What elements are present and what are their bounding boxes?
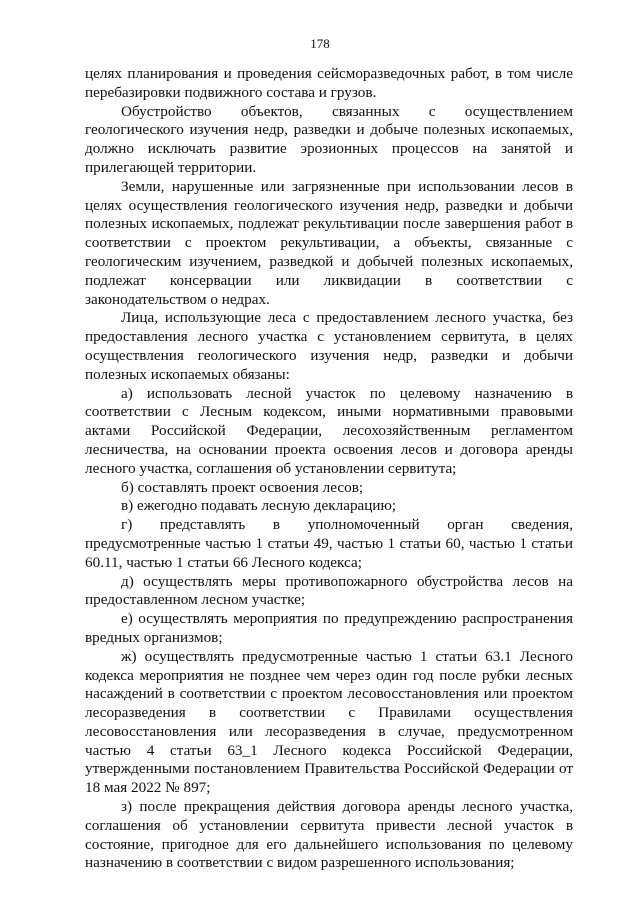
paragraph [85, 479, 573, 498]
text-line: соглашения об установлении сервитута привести лесной участок в [85, 816, 573, 834]
text-line: предусмотренные частью 1 статьи 49, частью 1 статьи 60, частью 1 статьи [85, 534, 573, 552]
text-line: а) использовать лесной участок по целевому назначению в [121, 384, 573, 402]
text-line: утвержденными постановлением Правительства Российской Федерации от [85, 760, 573, 778]
text-line: з) после прекращения действия договора аренды лесного участка, [121, 798, 573, 816]
text-line: соответствии с проектом рекультивации, а объекты, связанные с [85, 234, 573, 252]
text-line: насаждений в соответствии с проектом лесовосстановления или проектом [85, 685, 573, 703]
paragraph [85, 309, 573, 384]
text-line: д) осуществлять меры противопожарного обустройства лесов на [121, 572, 573, 590]
text-line: состояние, пригодное для его дальнейшего использования по целевому [85, 835, 573, 853]
text-line: ж) осуществлять предусмотренные частью 1 статьи 63.1 Лесного [121, 647, 573, 665]
paragraph [85, 573, 573, 611]
text-line: лесничества, на основании проекта освоения лесов и договора аренды [85, 440, 573, 458]
paragraph [85, 648, 573, 798]
text-line: осуществления геологического изучения недр, разведки и добычи [85, 346, 573, 364]
text-line: вредных организмов; [85, 628, 223, 646]
paragraph [85, 610, 573, 648]
text-line: 60.11, частью 1 статьи 66 Лесного кодекса; [85, 553, 362, 571]
page-number: 178 [310, 36, 330, 51]
text-line: Обустройство объектов, связанных с осуществлением [121, 102, 573, 120]
text-line: подлежат консервации или ликвидации в соответствии с [85, 271, 573, 289]
text-line: полезных ископаемых, подлежат рекультивации после завершения работ в [85, 215, 573, 233]
text-line: лесовосстановления или лесоразведения в случае, предусмотренном [85, 722, 573, 740]
text-line: в) ежегодно подавать лесную декларацию; [121, 497, 397, 515]
paragraph [85, 516, 573, 572]
text-line: целях осуществления геологического изучения недр, разведки и добычи [85, 196, 573, 214]
text-line: полезных ископаемых обязаны: [85, 365, 290, 383]
text-line: предоставления лесного участка с установлением сервитута, в целях [85, 328, 573, 346]
text-line: предоставленном лесном участке; [85, 591, 306, 609]
paragraph [85, 497, 573, 516]
paragraph [85, 103, 573, 178]
text-line: перебазировки подвижного состава и грузов. [85, 83, 377, 101]
paragraph [85, 178, 573, 310]
text-line: геологического изучения недр, разведки и добыче полезных ископаемых, [85, 121, 573, 139]
text-line: кодекса мероприятия не позднее чем через один год после рубки лесных [85, 666, 573, 684]
text-line: назначению в соответствии с видом разрешенного использования; [85, 854, 515, 872]
text-line: должно исключать развитие эрозионных процессов на занятой и [85, 140, 573, 158]
text-line: соответствии с Лесным кодексом, иными нормативными правовыми [85, 403, 573, 421]
text-line: 18 мая 2022 № 897; [85, 779, 211, 797]
text-line: Лица, использующие леса с предоставлением лесного участка, без [121, 309, 573, 327]
text-line: частью 4 статьи 63_1 Лесного кодекса Российской Федерации, [85, 741, 573, 759]
text-line: актами Российской Федерации, лесохозяйственным регламентом [85, 422, 573, 440]
text-line: целях планирования и проведения сейсморазведочных работ, в том числе [85, 65, 573, 82]
paragraph [85, 65, 573, 103]
paragraph [85, 385, 573, 479]
text-line: геологическим изучением, разведкой и добычей полезных ископаемых, [85, 252, 573, 270]
text-line: Земли, нарушенные или загрязненные при использовании лесов в [121, 177, 573, 195]
text-line: лесоразведения в соответствии с Правилами осуществления [85, 704, 573, 722]
paragraph [85, 798, 573, 873]
text-line: б) составлять проект освоения лесов; [121, 478, 364, 496]
text-line: прилегающей территории. [85, 158, 257, 176]
text-line: г) представлять в уполномоченный орган сведения, [121, 516, 573, 534]
text-line: лесного участка, соглашения об установлении сервитута; [85, 459, 457, 477]
document-body [85, 65, 573, 873]
text-line: е) осуществлять мероприятия по предупреждению распространения [121, 610, 573, 628]
text-line: законодательством о недрах. [85, 290, 270, 308]
